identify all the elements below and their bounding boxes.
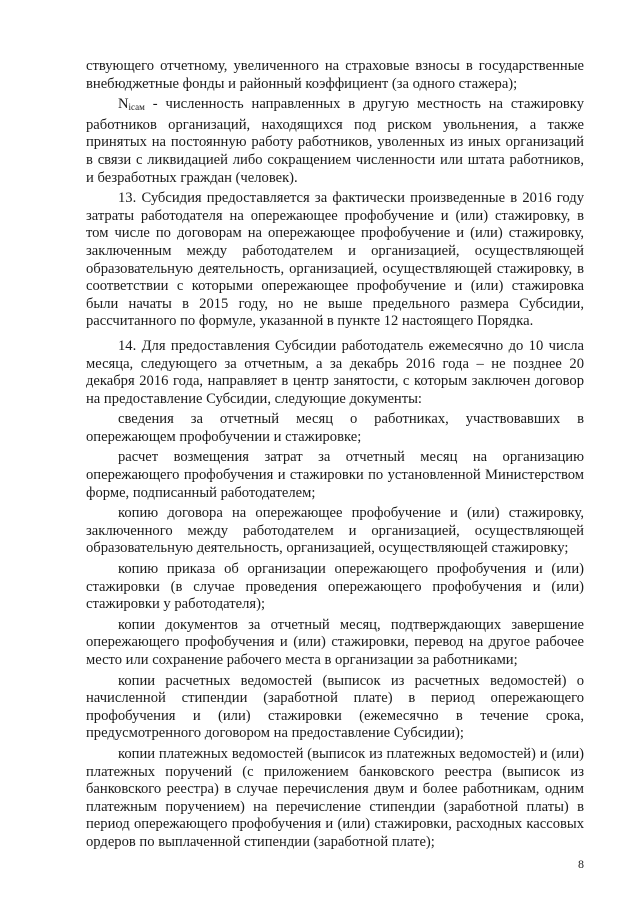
document-list-item: сведения за отчетный месяц о работниках, участвовавших в опережающем профобучении и стажировке; (86, 411, 584, 445)
paragraph-item-14: 14. Для предоставления Субсидии работодатель ежемесячно до 10 числа месяца, следующего за отчетным, а за декабрь 2016 года – не позднее 20 декабря 2016 года, направляет в центр занятости, с которым заключен договор на предоставление Субсидии, следующие документы: (86, 337, 584, 407)
paragraph-continuation: ствующего отчетному, увеличенного на страховые взносы в государственные внебюджетные фонды и районный коэффициент (за одного стажера); (86, 58, 584, 92)
page-number: 8 (578, 857, 584, 871)
definition-text: - численность направленных в другую местность на стажировку работников организаций, находящихся под риском увольнения, а также принятых на постоянную работу работников, уволенных из иных организаций в связи с ликвидацией либо сокращением численности или штата работников, и безработных граждан (человек). (86, 96, 584, 186)
document-list-item: копии расчетных ведомостей (выписок из расчетных ведомостей) о начисленной стипендии (заработной плате) в период опережающего профобучения и (или) стажировки (ежемесячно в течение срока, предусмотренного договором на предоставление Субсидии); (86, 672, 584, 742)
document-list-item: расчет возмещения затрат за отчетный месяц на организацию опережающего профобучения и стажировки по установленной Министерством форме, подписанный работодателем; (86, 449, 584, 501)
document-list-item: копии документов за отчетный месяц, подтверждающих завершение опережающего профобучения и (или) стажировки, перевод на другое рабочее место или сохранение рабочего места в организации за работниками; (86, 616, 584, 668)
formula-subscript: iсам (128, 102, 145, 113)
paragraph-n-icam-definition (86, 96, 584, 187)
paragraph-item-13: 13. Субсидия предоставляется за фактически произведенные в 2016 году затраты работодателя на опережающее профобучение и (или) стажировку, в том числе по договорам на опережающее профобучение и (или) стажировку, заключенным между работодателем и организацией, осуществляющей образовательную деятельность, организацией, осуществляющей стажировку, в соответствии с которыми опережающее профобучение и (или) стажировка были начаты в 2015 году, но не выше предельного размера Субсидии, рассчитанного по формуле, указанной в пункте 12 настоящего Порядка. (86, 190, 584, 330)
formula-symbol: N (118, 96, 129, 113)
document-list-item: копию приказа об организации опережающего профобучения и (или) стажировки (в случае проведения опережающего профобучения и (или) стажировки у работодателя); (86, 561, 584, 613)
document-list-item: копии платежных ведомостей (выписок из платежных ведомостей) и (или) платежных поручений (с приложением банковского реестра (выписок из банковского реестра) в случае перечисления двум и более работникам, одним платежным поручением) на перечисление стипендии (заработной платы) в период опережающего профобучения и (или) стажировки, расходных кассовых ордеров по выплаченной стипендии (заработной плате); (86, 745, 584, 850)
document-list-item: копию договора на опережающее профобучение и (или) стажировку, заключенного между работодателем и организацией, осуществляющей образовательную деятельность, организацией, осуществляющей стажировку; (86, 505, 584, 557)
